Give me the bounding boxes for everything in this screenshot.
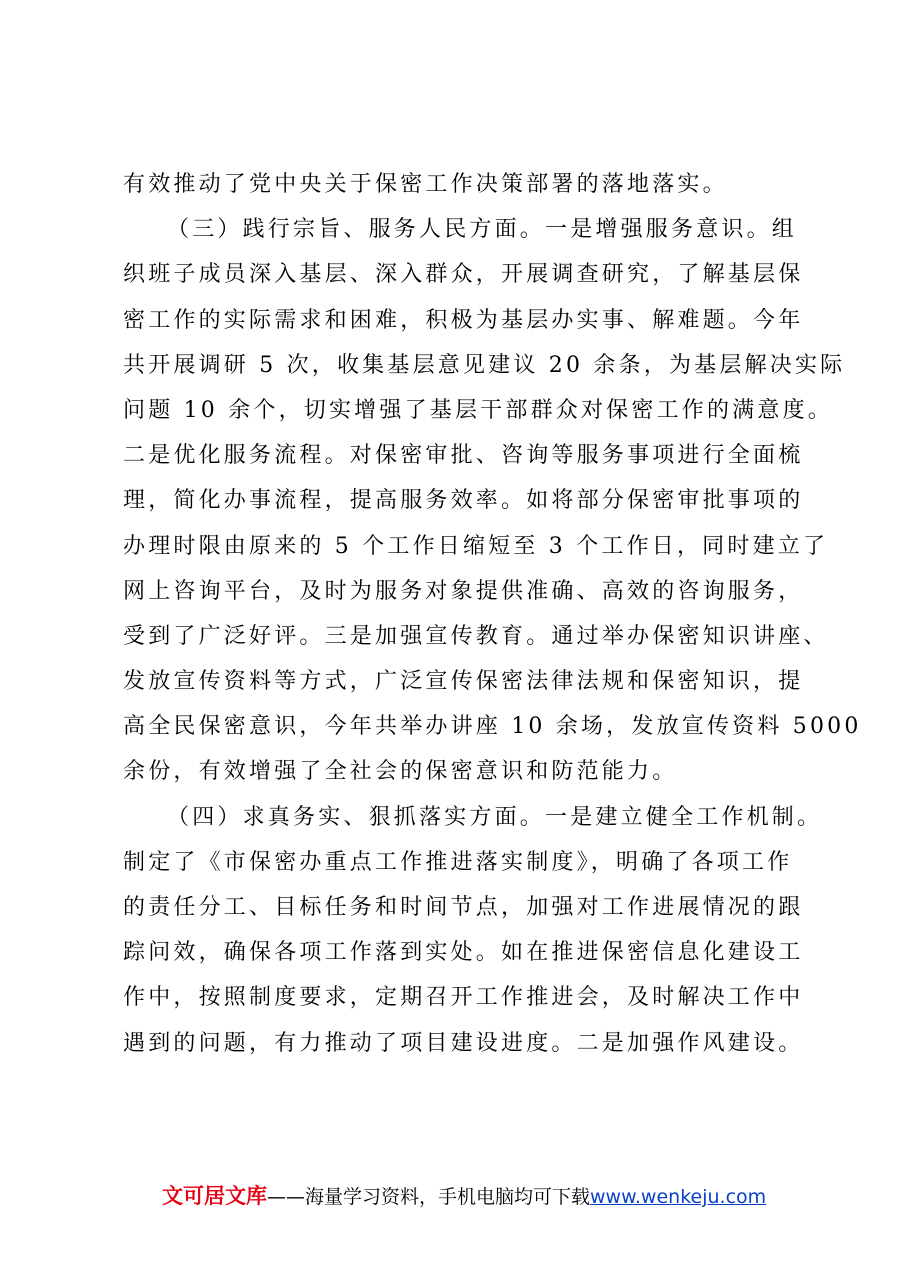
text-line: 办理时限由原来的 5 个工作日缩短至 3 个工作日，同时建立了	[123, 533, 829, 559]
text-line: 的责任分工、目标任务和时间节点，加强对工作进展情况的跟	[123, 895, 804, 920]
text-line: 发放宣传资料等方式，广泛宣传保密法律法规和保密知识，提	[123, 669, 804, 695]
text-line: 作中，按照制度要求，定期召开工作推进会，及时解决工作中	[123, 985, 804, 1011]
text-line: 二是优化服务流程。对保密审批、咨询等服务事项进行全面梳	[123, 443, 804, 469]
section-heading-line: （四）求真务实、狠抓落实方面。一是建立健全工作机制。	[167, 804, 823, 830]
footer-banner	[162, 1181, 766, 1212]
text-line: 有效推动了党中央关于保密工作决策部署的落地落实。	[123, 172, 728, 197]
text-line: 织班子成员深入基层、深入群众，开展调查研究，了解基层保	[123, 262, 804, 288]
text-line: 密工作的实际需求和困难，积极为基层办实事、解难题。今年	[123, 307, 804, 333]
text-line: 遇到的问题，有力推动了项目建设进度。二是加强作风建设。	[123, 1030, 804, 1056]
website-link[interactable]: www.wenkeju.com	[590, 1186, 767, 1208]
text-line: 踪问效，确保各项工作落到实处。如在推进保密信息化建设工	[123, 940, 804, 966]
text-line: 受到了广泛好评。三是加强宣传教育。通过举办保密知识讲座、	[123, 623, 829, 649]
brand-name: 文可居文库	[162, 1184, 267, 1208]
text-line: 网上咨询平台，及时为服务对象提供准确、高效的咨询服务，	[123, 578, 804, 604]
text-line: 高全民保密意识，今年共举办讲座 10 余场，发放宣传资料 5000	[123, 714, 862, 740]
section-heading-line: （三）践行宗旨、服务人民方面。一是增强服务意识。组	[167, 217, 798, 243]
text-line: 理，简化办事流程，提高服务效率。如将部分保密审批事项的	[123, 488, 804, 514]
footer-tagline: ——海量学习资料，手机电脑均可下载	[267, 1186, 591, 1208]
text-line: 余份，有效增强了全社会的保密意识和防范能力。	[123, 759, 678, 785]
text-line: 共开展调研 5 次，收集基层意见建议 20 余条，为基层解决实际	[123, 352, 846, 378]
text-line: 制定了《市保密办重点工作推进落实制度》，明确了各项工作	[123, 849, 793, 875]
document-body	[123, 162, 862, 1066]
text-line: 问题 10 余个，切实增强了基层干部群众对保密工作的满意度。	[123, 397, 833, 423]
